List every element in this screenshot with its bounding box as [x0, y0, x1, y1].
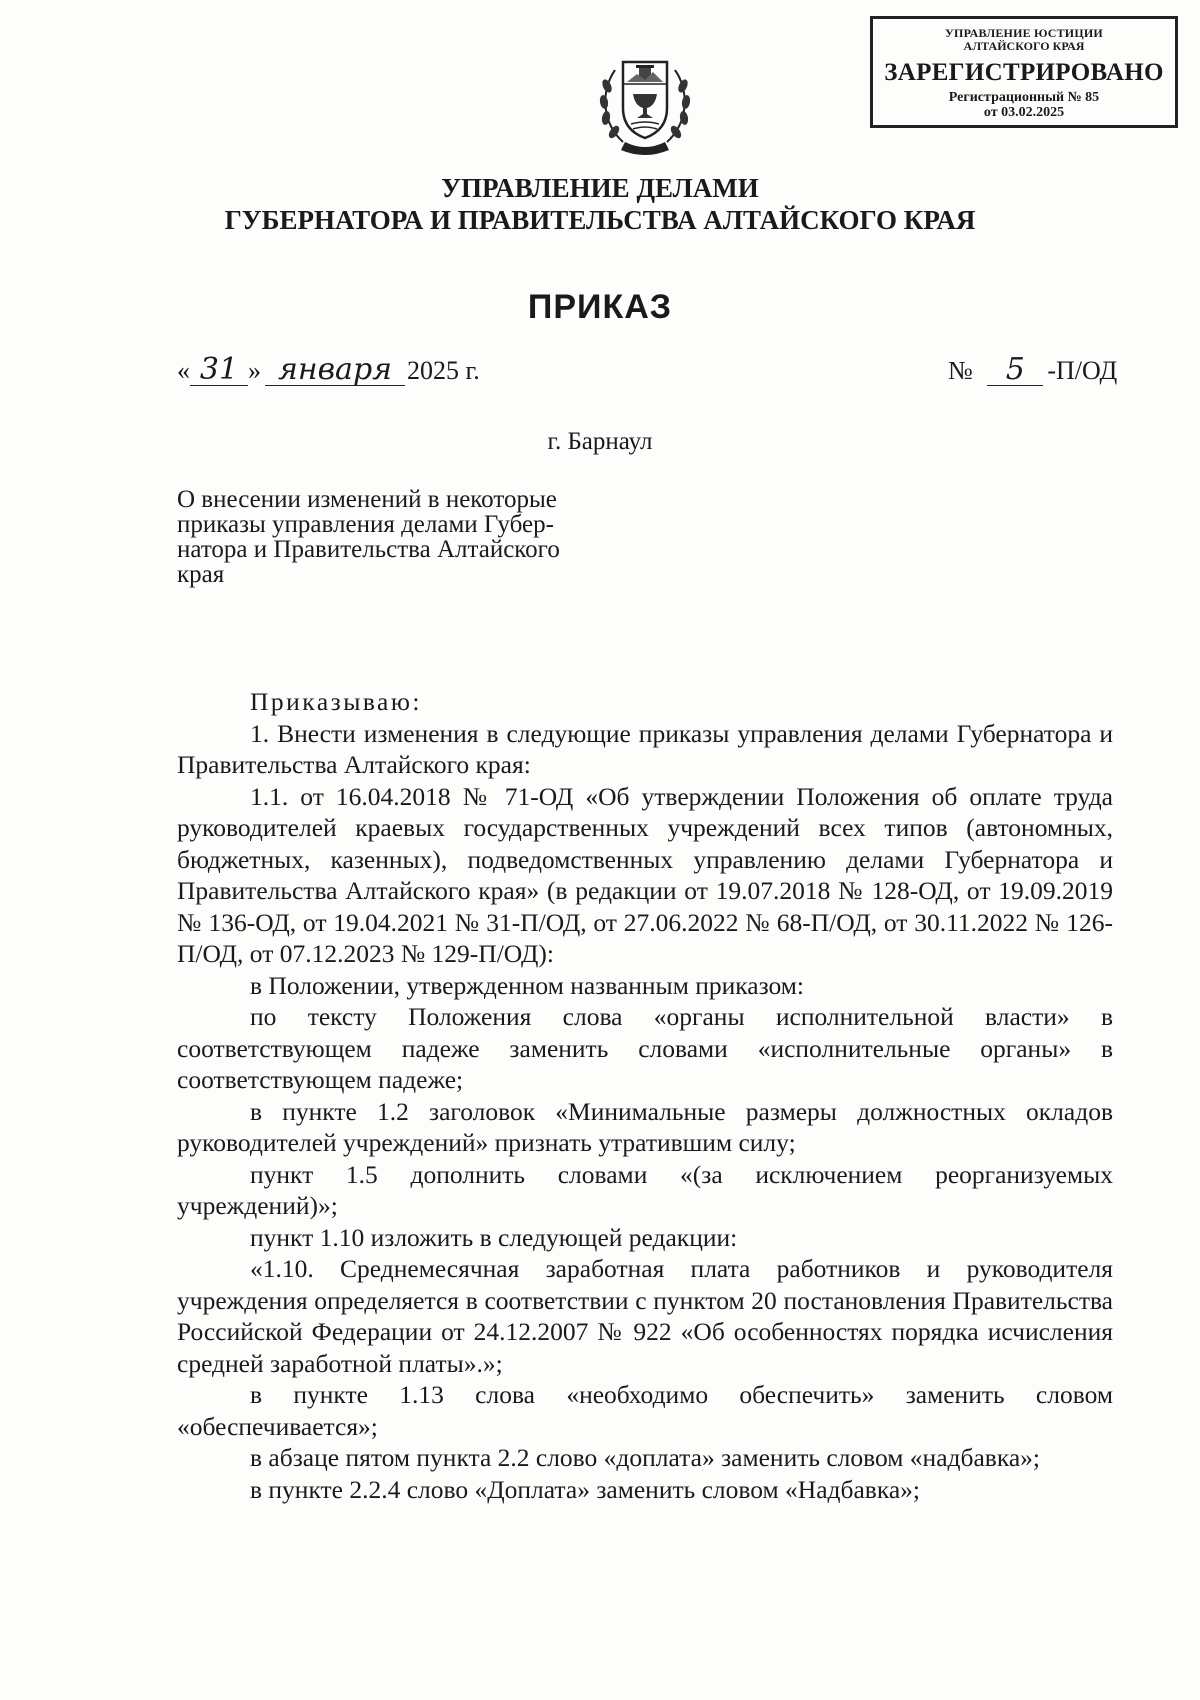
body-paragraph: в пункте 1.2 заголовок «Минимальные размеры должностных окладов руководителей учреждений» признать утратившим силу;	[177, 1096, 1113, 1157]
registration-stamp	[870, 16, 1178, 128]
number-suffix: -П/ОД	[1047, 356, 1118, 385]
order-subject	[177, 487, 637, 587]
handwritten-number: 5	[987, 355, 1043, 386]
city-label: г. Барнаул	[547, 428, 653, 455]
subject-line: натора и Правительства Алтайского	[177, 536, 560, 563]
stamp-reg-date: от 03.02.2025	[983, 105, 1065, 121]
stamp-org-line1: УПРАВЛЕНИЕ ЮСТИЦИИ	[945, 26, 1103, 40]
date-close-quote: »	[248, 356, 261, 385]
body-paragraph: 1.1. от 16.04.2018 № 71-ОД «Об утверждении Положения об оплате труда руководителей краевых государственных учреждений всех типов (автономных, бюджетных, казенных), подведомственных управлению делами Губернатора и Правительства Алтайского края» (в редакции от 19.07.2018 № 128-ОД, от 19.09.2019 № 136-ОД, от 19.04.2021 № 31-П/ОД, от 27.06.2022 № 68-П/ОД, от 30.11.2022 № 126-П/ОД, от 07.12.2023 № 129-П/ОД):	[177, 781, 1113, 968]
order-body	[177, 686, 1113, 1505]
order-intro: Приказываю:	[250, 687, 422, 716]
date-year: 2025 г.	[407, 356, 480, 385]
heading-line1: УПРАВЛЕНИЕ ДЕЛАМИ	[441, 173, 759, 203]
body-paragraph: пункт 1.10 изложить в следующей редакции:	[250, 1222, 738, 1252]
subject-line: края	[177, 561, 225, 588]
body-paragraph: в абзаце пятом пункта 2.2 слово «доплата» заменить словом «надбавка»;	[250, 1443, 1040, 1472]
stamp-reg-number: Регистрационный № 85	[948, 89, 1100, 105]
number-sign: №	[948, 356, 973, 385]
body-paragraph: в пункте 1.13 слова «необходимо обеспечить» заменить словом «обеспечивается»;	[177, 1380, 1113, 1441]
body-paragraph: «1.10. Среднемесячная заработная плата работников и руководителя учреждения определяется в соответствии с пунктом 20 постановления Правительства Российской Федерации от 24.12.2007 № 922 «Об особенностях порядка исчисления средней заработной платы».»;	[177, 1254, 1113, 1378]
order-date	[177, 352, 480, 387]
stamp-org-line2: АЛТАЙСКОГО КРАЯ	[963, 39, 1085, 54]
stamp-status: ЗАРЕГИСТРИРОВАНО	[884, 59, 1164, 87]
body-paragraph: 1. Внести изменения в следующие приказы управления делами Губернатора и Правительства Алтайского края:	[177, 718, 1113, 779]
order-number	[948, 352, 1118, 387]
handwritten-day: 31	[190, 355, 248, 386]
subject-line: приказы управления делами Губер-	[177, 511, 554, 538]
heading-line2: ГУБЕРНАТОРА И ПРАВИТЕЛЬСТВА АЛТАЙСКОГО КРАЯ	[224, 205, 976, 235]
subject-line: О внесении изменений в некоторые	[177, 486, 557, 513]
document-type-title: ПРИКАЗ	[527, 288, 673, 326]
handwritten-month: января	[265, 355, 405, 386]
date-open-quote: «	[177, 356, 190, 385]
body-paragraph: по тексту Положения слова «органы исполнительной власти» в соответствующем падеже заменить словами «исполнительные органы» в соответствующем падеже;	[177, 1002, 1113, 1094]
altai-krai-coat-of-arms-icon	[595, 50, 695, 158]
body-paragraph: в пункте 2.2.4 слово «Доплата» заменить словом «Надбавка»;	[250, 1474, 920, 1504]
body-paragraph: пункт 1.5 дополнить словами «(за исключением реорганизуемых учреждений)»;	[177, 1159, 1113, 1220]
body-paragraph: в Положении, утвержденном названным приказом:	[250, 970, 804, 1000]
